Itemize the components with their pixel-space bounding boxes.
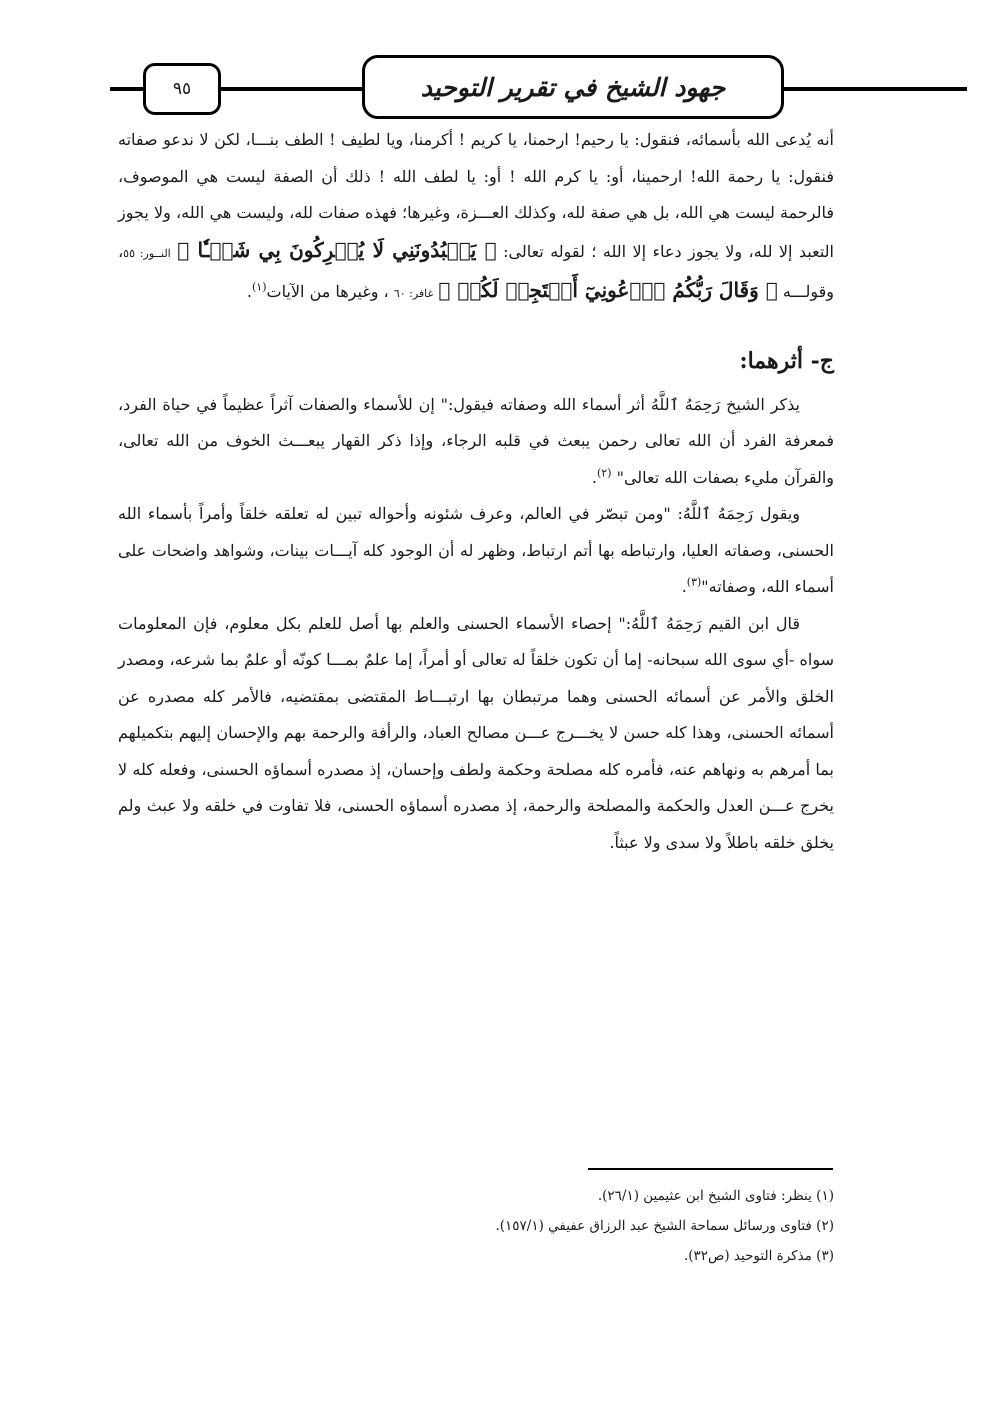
running-title: جهود الشيخ في تقرير التوحيد (362, 55, 784, 119)
footnote-ref-3: (٣) (686, 575, 702, 589)
paragraph-1-end: . (246, 282, 252, 301)
paragraph-1-mid: ، وقولـــه (118, 241, 834, 301)
footnote-1: (١) ينظر: فتاوى الشيخ ابن عثيمين (٢٦/١). (597, 1188, 834, 1204)
paragraph-1-tail: ، وغيرها من الآيات (266, 282, 389, 301)
paragraph-2-end: . (591, 467, 597, 487)
header-rule-middle (216, 87, 364, 91)
footnote-ref-1: (١) (252, 280, 267, 294)
section-heading: ج- أثرهما: (739, 347, 834, 374)
paragraph-3 (118, 496, 834, 606)
paragraph-3-text: ويقول رَحِمَهُ ٱللَّهُ: "ومن تبصّر في العالم، وعرف شئونه وأحواله تبين له تعلقه خلقاً وأمراً بأسماء الله الحسنى، وصفاته العليا، وارتباطه بها أتم ارتباط، وظهر له أن الوجود كله آيـــات بينات، وشواهد واضحات على أسماء الله، وصفاته" (118, 504, 834, 596)
paragraph-4-text: قال ابن القيم رَحِمَهُ ٱللَّهُ:" إحصاء الأسماء الحسنى والعلم بها أصل للعلم بكل معلوم، فإن المعلومات سواه -أي سوى الله سبحانه- إما أن تكون خلقاً له تعالى أو أمراً، إما علمٌ بمـــا كونّه أو علمٌ بما شرعه، ومصدر الخلق والأمر عن أسمائه الحسنى وهما مرتبطان بها ارتبـــاط المقتضى بمقتضيه، فالأمر كله مصدره عن أسمائه الحسنى، وهذا كله حسن لا يخـــرج عـــن مصالح العباد، والرأفة والرحمة بهم والإحسان إليهم بتكميلهم بما أمرهم به ونهاهم عنه، فأمره كله مصلحة وحكمة ولطف وإحسان، إذ مصدره أسماؤه الحسنى، وفعله كله لا يخرج عـــن العدل والحكمة والمصلحة والرحمة، إذ مصدره أسماؤه الحسنى، فلا تفاوت في خلقه ولا عبث ولم يخلق خلقه باطلاً ولا سدى ولا عبثاً. (118, 613, 834, 852)
paragraph-2-text: يذكر الشيخ رَحِمَهُ ٱللَّهُ أثر أسماء الله وصفاته فيقول:" إن للأسماء والصفات آثراً عظيماً في حياة الفرد، فمعرفة الفرد أن الله تعالى رحمن يبعث في قلبه الرجاء، وإذا ذكر القهار يبعـــث الخوف من الله تعالى، والقرآن مليء بصفات الله تعالى" (118, 394, 834, 487)
page-body (118, 122, 834, 861)
paragraph-1 (118, 122, 834, 313)
header-rule-right (779, 87, 967, 91)
footnote-3: (٣) مذكرة التوحيد (ص٣٢). (683, 1248, 834, 1264)
verse-2-reference: غافر: ٦٠ (393, 287, 434, 300)
quran-verse-1: ﴿ يَعۡبُدُونَنِي لَا يُشۡرِكُونَ بِي شَيۡـٔٗا ﴾ (177, 237, 497, 262)
verse-1-reference: النــور: ٥٥ (123, 246, 171, 260)
footnotes (118, 1181, 834, 1271)
footnote-2: (٢) فتاوى ورسائل سماحة الشيخ عبد الرزاق عفيفي (١٥٧/١). (495, 1218, 834, 1234)
footnote-separator (588, 1168, 833, 1170)
paragraph-3-end: . (681, 577, 687, 596)
paragraph-4 (118, 606, 834, 862)
page-number: ٩٥ (143, 63, 221, 115)
header-rule-left (110, 87, 146, 91)
paragraph-1-text: أنه يُدعى الله بأسمائه، فنقول: يا رحيم! ارحمنا، يا كريم ! أكرمنا، ويا لطيف ! الطف بنـــا، لكن لا ندعو صفاته فنقول: يا رحمة الله! ارحمينا، أو: يا كرم الله ! أو: يا لطف الله ! ذلك أن الصفة ليست هي الموصوف، فالرحمة ليست هي الله، بل هي صفة لله، وكذلك العـــزة، وغيرها؛ فهذه صفات لله، وليست هي الله، ولا يجوز التعبد إلا لله، ولا يجوز دعاء إلا الله ؛ لقوله تعالى: (118, 130, 835, 261)
footnote-ref-2: (٢) (596, 466, 612, 480)
paragraph-2 (118, 387, 834, 497)
quran-verse-2: ﴿ وَقَالَ رَبُّكُمُ ٱدۡعُونِيٓ أَسۡتَجِبۡ لَكُمۡ ﴾ (438, 278, 778, 302)
page-header (0, 55, 992, 125)
